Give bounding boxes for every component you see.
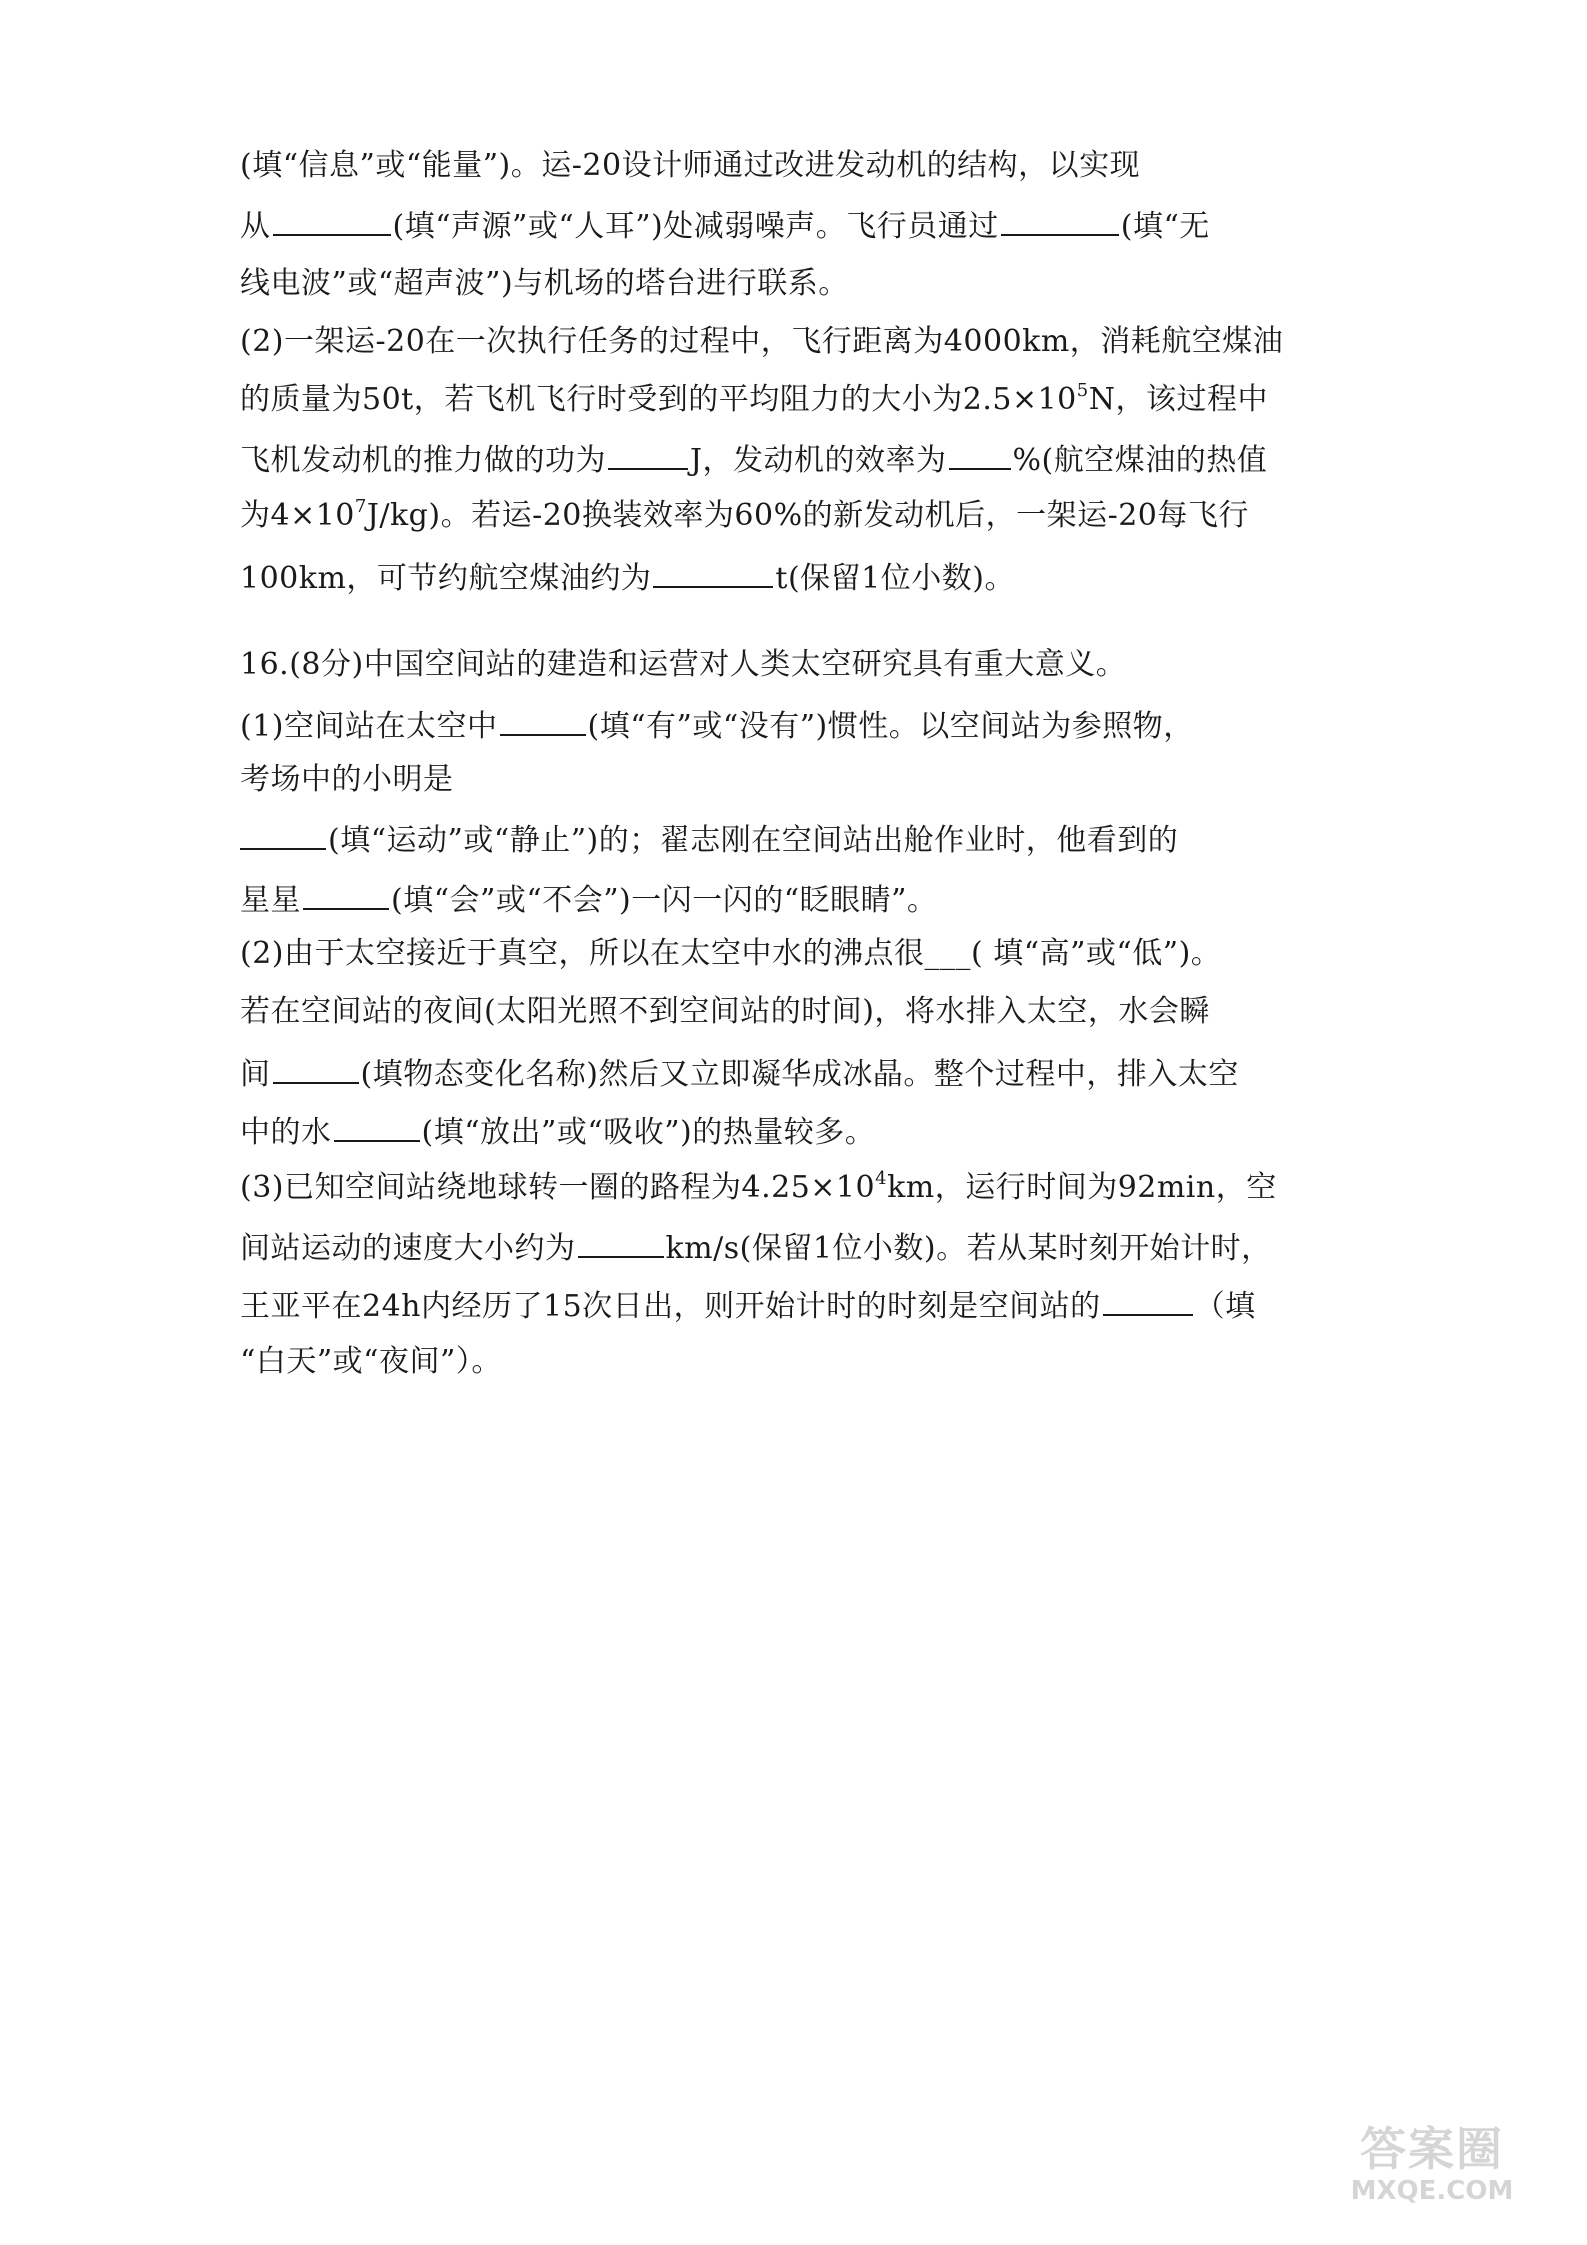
text-span: 16.(8分)中国空间站的建造和运营对人类太空研究具有重大意义。 [240, 647, 1127, 682]
text-line [240, 704, 1194, 747]
text-span: 的质量为50t，若飞机飞行时受到的平均阻力的大小为2.5×10 [240, 382, 1077, 417]
answer-blank[interactable] [240, 818, 326, 850]
text-line [240, 1168, 1277, 1208]
text-line [240, 322, 1283, 362]
answer-blank[interactable] [500, 704, 586, 736]
text-line [240, 934, 1221, 974]
text-span: 间站运动的速度大小约为 [240, 1231, 576, 1266]
watermark-url: MXQE.COM [1350, 2176, 1514, 2206]
watermark-logo-text: 答案圈 [1360, 2122, 1504, 2176]
answer-blank[interactable] [303, 878, 389, 910]
text-line [240, 760, 454, 800]
answer-blank[interactable] [578, 1226, 664, 1258]
question-heading [240, 645, 1126, 685]
text-span: J/kg)。若运-20换装效率为60%的新发动机后，一架运-20每飞行 [366, 498, 1249, 533]
text-span: 100km，可节约航空煤油约为 [240, 561, 652, 596]
text-line [240, 878, 937, 921]
text-span: km，运行时间为92min，空 [887, 1170, 1277, 1205]
text-span: (1)空间站在太空中 [240, 709, 498, 744]
text-line [240, 146, 1140, 186]
text-line [240, 1110, 875, 1153]
text-line [240, 438, 1267, 481]
answer-blank[interactable] [608, 438, 688, 470]
text-span: 若在空间站的夜间(太阳光照不到空间站的时间)，将水排入太空，水会瞬 [240, 994, 1210, 1029]
text-span: (填物态变化名称)然后又立即凝华成冰晶。整个过程中，排入太空 [360, 1057, 1239, 1092]
text-line [240, 380, 1268, 420]
answer-blank[interactable] [273, 1052, 359, 1084]
exponent: 4 [875, 1168, 888, 1189]
text-line [240, 1226, 1272, 1269]
text-span: “白天”或“夜间”）。 [240, 1344, 502, 1379]
text-span: 星星 [240, 883, 301, 918]
text-span: t(保留1位小数)。 [775, 561, 1015, 596]
text-span: N，该过程中 [1088, 382, 1268, 417]
text-line [240, 556, 1015, 599]
text-span: 线电波”或“超声波”)与机场的塔台进行联系。 [240, 266, 849, 301]
text-span: (填“运动”或“静止”)的；翟志刚在空间站出舱作业时，他看到的 [328, 823, 1179, 858]
text-span: km/s(保留1位小数)。若从某时刻开始计时， [665, 1231, 1272, 1266]
answer-blank[interactable] [334, 1110, 420, 1142]
text-span: (2)一架运-20在一次执行任务的过程中，飞行距离为4000km，消耗航空煤油 [240, 324, 1284, 359]
text-line [240, 992, 1210, 1032]
text-line [240, 818, 1178, 861]
text-span: 考场中的小明是 [240, 762, 454, 797]
text-span: %(航空煤油的热值 [1012, 443, 1268, 478]
text-span: (3)已知空间站绕地球转一圈的路程为4.25×10 [240, 1170, 876, 1205]
text-span: 飞机发动机的推力做的功为 [240, 443, 606, 478]
answer-blank[interactable] [1001, 204, 1119, 236]
text-line [240, 496, 1249, 536]
text-span: 从 [240, 209, 271, 244]
exponent: 7 [354, 496, 367, 517]
text-span: (填“声源”或“人耳”)处减弱噪声。飞行员通过 [392, 209, 999, 244]
text-span: (填“有”或“没有”)惯性。以空间站为参照物， [587, 709, 1194, 744]
text-span: (填“信息”或“能量”)。运-20设计师通过改进发动机的结构，以实现 [240, 148, 1141, 183]
text-span: J，发动机的效率为 [690, 443, 947, 478]
text-line [240, 264, 849, 304]
text-span: (填“会”或“不会”)一闪一闪的“眨眼睛”。 [391, 883, 938, 918]
answer-blank[interactable] [1103, 1284, 1193, 1316]
answer-blank[interactable] [273, 204, 391, 236]
answer-blank[interactable] [949, 438, 1011, 470]
text-line [240, 1052, 1239, 1095]
text-line [240, 1342, 502, 1382]
text-span: (2)由于太空接近于真空，所以在太空中水的沸点很___( 填“高”或“低”)。 [240, 936, 1222, 971]
text-line [240, 204, 1210, 247]
text-span: 间 [240, 1057, 271, 1092]
text-span: （填 [1194, 1289, 1256, 1324]
text-span: (填“放出”或“吸收”)的热量较多。 [421, 1115, 876, 1150]
exponent: 5 [1076, 380, 1089, 401]
text-span: 王亚平在24h内经历了15次日出，则开始计时的时刻是空间站的 [240, 1289, 1101, 1324]
text-span: 中的水 [240, 1115, 332, 1150]
text-span: (填“无 [1120, 209, 1210, 244]
watermark-logo [1337, 2122, 1527, 2217]
answer-blank[interactable] [653, 556, 773, 588]
text-line [240, 1284, 1256, 1327]
text-span: 为4×10 [240, 498, 355, 533]
